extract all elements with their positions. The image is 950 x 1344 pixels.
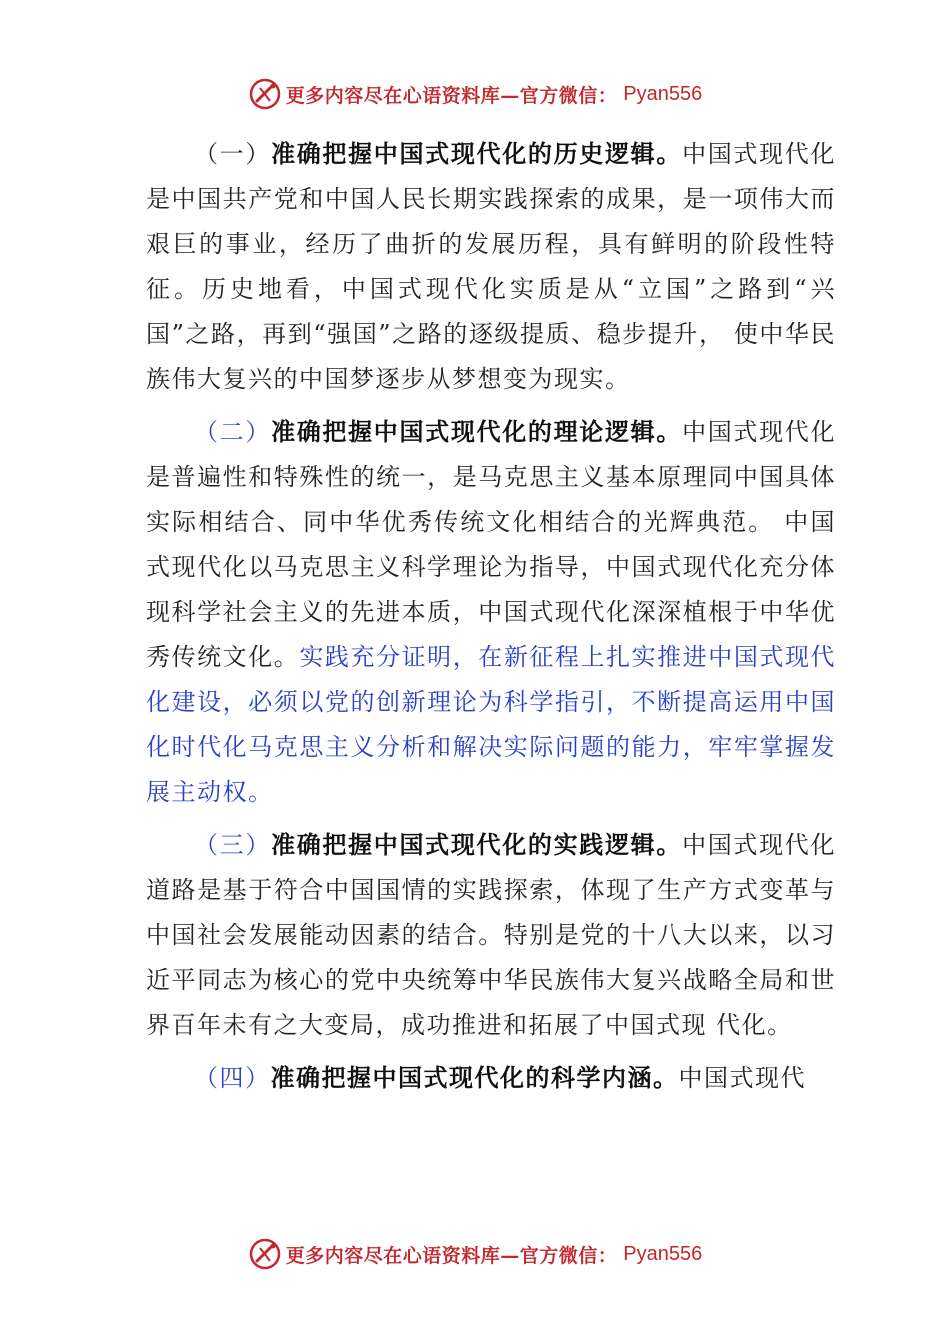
paragraph-body: 中国式现代化是普遍性和特殊性的统一，是马克思主义基本原理同中国具体实际相结合、同中华优秀传统文化相结合的光辉典范。 中国式现代化以马克思主义科学理论为指导，中国式现代化充分体现科学社会主义的先进本质，中国式现代化深深植根于中华优秀传统文化。 [146, 418, 836, 671]
footer-watermark [0, 1232, 950, 1276]
document-body [146, 132, 836, 1109]
watermark-text: 更多内容尽在心语资料库—官方微信： [285, 1244, 618, 1267]
paragraph-4 [146, 1056, 836, 1101]
header-watermark [0, 72, 950, 116]
paragraph-number: （二） [194, 418, 272, 446]
paragraph-3 [146, 823, 836, 1048]
paragraph-highlight: 实践充分证明，在新征程上扎实推进中国式现代化建设，必须以党的创新理论为科学指引，不断提高运用中国化时代化马克思主义分析和解决实际问题的能力，牢牢掌握发展主动权。 [146, 643, 837, 806]
paragraph-body: 中国式现代 [678, 1064, 806, 1092]
paragraph-number: （四） [194, 1064, 271, 1092]
paragraph-2 [146, 410, 836, 815]
paragraph-number: （三） [194, 831, 272, 859]
paragraph-heading: 准确把握中国式现代化的科学内涵。 [270, 1064, 679, 1092]
watermark-text: 更多内容尽在心语资料库—官方微信： [285, 84, 618, 107]
paragraph-heading: 准确把握中国式现代化的理论逻辑。 [271, 418, 683, 446]
paragraph-body: 中国式现代化道路是基于符合中国国情的实践探索，体现了生产方式变革与中国社会发展能动因素的结合。特别是党的十八大以来，以习近平同志为核心的党中央统筹中华民族伟大复兴战略全局和世界百年未有之大变局，成功推进和拓展了中国式现 代化。 [146, 831, 836, 1039]
paragraph-body: 中国式现代化是中国共产党和中国人民长期实践探索的成果，是一项伟大而艰巨的事业，经历了曲折的发展历程，具有鲜明的阶段性特征。历史地看，中国式现代化实质是从“立国”之路到“兴国”之路，再到“强国”之路的逐级提质、稳步提升， 使中华民族伟大复兴的中国梦逐步从梦想变为现实。 [146, 140, 836, 393]
seal-logo-icon [248, 1237, 282, 1271]
paragraph-heading: 准确把握中国式现代化的历史逻辑。 [271, 140, 683, 168]
paragraph-1 [146, 132, 836, 402]
watermark-wechat-id: Pyan556 [623, 82, 703, 105]
paragraph-heading: 准确把握中国式现代化的实践逻辑。 [271, 831, 683, 859]
paragraph-number: （一） [194, 140, 272, 168]
seal-logo-icon [248, 77, 282, 111]
watermark-wechat-id: Pyan556 [623, 1242, 703, 1265]
